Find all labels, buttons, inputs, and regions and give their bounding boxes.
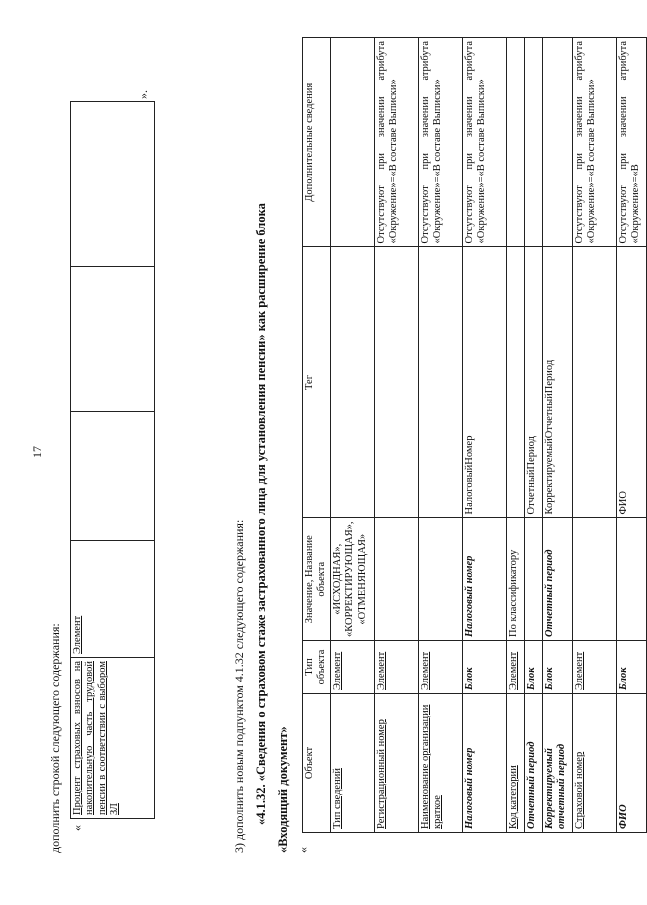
cell-tag — [331, 247, 375, 518]
cell-tag: НалоговыйНомер — [463, 247, 507, 518]
cell-value — [375, 518, 419, 641]
section-heading: «4.1.32. «Сведения о страховом стаже застрахованного лица для установления пенсии» как расширение блока — [254, 203, 268, 825]
cell-tag — [419, 247, 463, 518]
cell-object: Отчетный период — [525, 694, 543, 833]
header-type: Тип объекта — [303, 641, 331, 694]
cell-object: Тип сведений — [331, 694, 375, 833]
cell-type: Элемент — [419, 641, 463, 694]
table-row — [507, 38, 525, 833]
cell-value: По классификатору — [507, 518, 525, 641]
cell-info — [525, 38, 543, 247]
addition-table — [70, 101, 155, 819]
header-tag: Тег — [303, 247, 331, 518]
cell-type: Элемент — [507, 641, 525, 694]
cell-value: Отчетный период — [543, 518, 573, 641]
table-row — [573, 38, 617, 833]
intro-text: дополнить строкой следующего содержания: — [48, 623, 62, 853]
cell-tag — [375, 247, 419, 518]
table-row — [419, 38, 463, 833]
cell-info: Отсутствуют при значении атрибута «Окружение»=«В составе Выписки» — [463, 38, 507, 247]
table-row — [463, 38, 507, 833]
table-row — [375, 38, 419, 833]
cell-type: Блок — [617, 641, 647, 694]
header-object: Объект — [303, 694, 331, 833]
page-number: 17 — [30, 446, 44, 458]
cell-value — [419, 518, 463, 641]
cell-object: ФИО — [617, 694, 647, 833]
cell-type: Блок — [525, 641, 543, 694]
table-row — [543, 38, 573, 833]
cell-type: Блок — [463, 641, 507, 694]
fields-table — [302, 37, 647, 833]
cell-info — [507, 38, 525, 247]
cell-object: Налоговый номер — [463, 694, 507, 833]
cell-info: Отсутствуют при значении атрибута «Окружение»=«В составе Выписки» — [375, 38, 419, 247]
cell-tag — [573, 247, 617, 518]
cell-tag: КорректируемыйОтчетныйПериод — [543, 247, 573, 518]
cell-value — [525, 518, 543, 641]
cell-tag: ФИО — [617, 247, 647, 518]
table-row — [525, 38, 543, 833]
table-row — [617, 38, 647, 833]
section-heading-2: «Входящий документ» — [276, 726, 290, 853]
cell-info: Отсутствуют при значении атрибута «Окружение»=«В составе Выписки» — [573, 38, 617, 247]
cell-tag: ОтчетныйПериод — [525, 247, 543, 518]
cell-type: Элемент — [573, 641, 617, 694]
quote-close: ». — [136, 90, 150, 99]
table-row — [331, 38, 375, 833]
cell-info: Отсутствуют при значении атрибута «Окружение»=«В — [617, 38, 647, 247]
cell-object: Наименование организации краткое — [419, 694, 463, 833]
quote-open-2: « — [296, 847, 310, 853]
cell-value — [573, 518, 617, 641]
quote-open: « — [70, 825, 84, 831]
cell-value: «ИСХОДНАЯ», «КОРРЕКТИРУЮЩАЯ», «ОТМЕНЯЮЩАЯ» — [331, 518, 375, 641]
cell-info — [543, 38, 573, 247]
cell-value — [617, 518, 647, 641]
cell-object: Корректируемый отчетный период — [543, 694, 573, 833]
addition-row-type: Элемент — [71, 541, 155, 658]
header-value: Значение, Название объекта — [303, 518, 331, 641]
cell-object: Страховой номер — [573, 694, 617, 833]
cell-info — [331, 38, 375, 247]
header-info: Дополнительные сведения — [303, 38, 331, 247]
cell-object: Регистрационный номер — [375, 694, 419, 833]
item-3-text: 3) дополнить новым подпунктом 4.1.32 следующего содержания: — [232, 519, 246, 853]
cell-object: Код категории — [507, 694, 525, 833]
cell-type: Блок — [543, 641, 573, 694]
cell-type: Элемент — [331, 641, 375, 694]
cell-type: Элемент — [375, 641, 419, 694]
cell-tag — [507, 247, 525, 518]
cell-value: Налоговый номер — [463, 518, 507, 641]
addition-row-name: Процент страховых взносов на накопительную часть трудовой пенсии в соответствии с выбором ЗЛ — [71, 658, 155, 819]
cell-info: Отсутствуют при значении атрибута «Окружение»=«В составе Выписки» — [419, 38, 463, 247]
